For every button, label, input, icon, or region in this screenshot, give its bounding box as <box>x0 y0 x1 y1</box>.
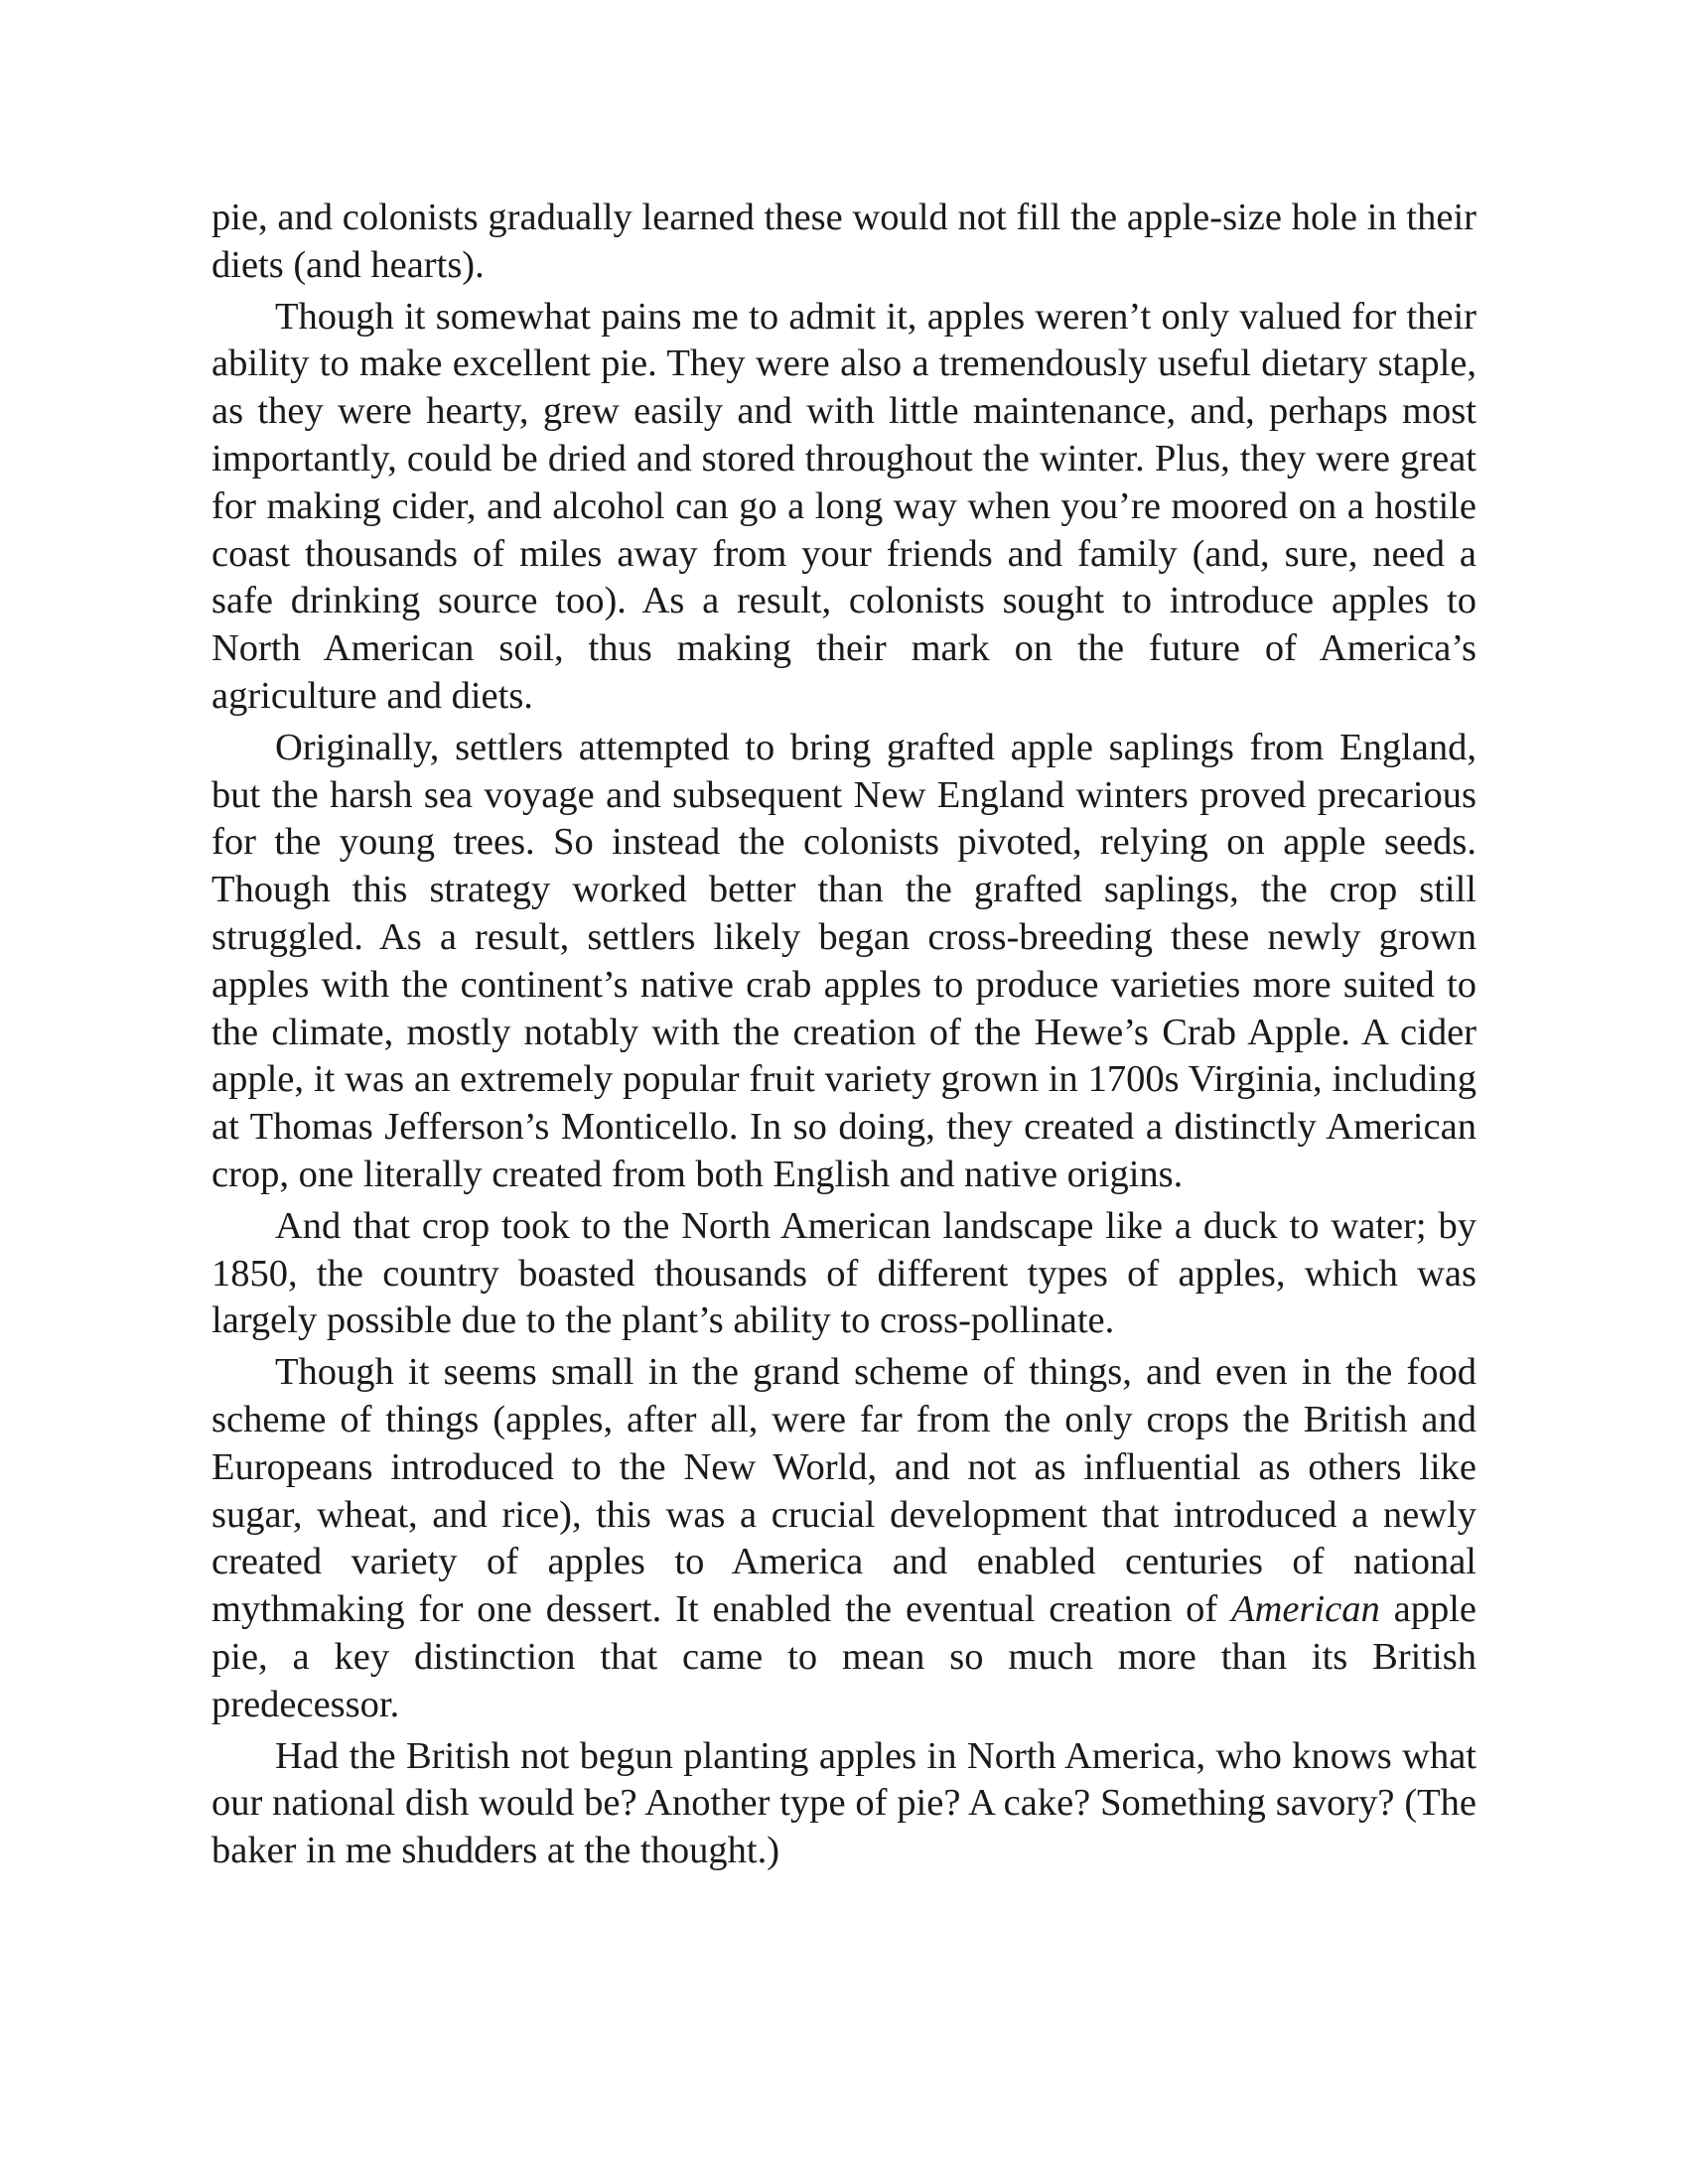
paragraph-6 <box>211 1733 1477 1875</box>
paragraph-text: pie, and colonists gradually learned these would not fill the apple-size hole in their diets (and hearts). <box>211 197 1477 286</box>
paragraph-1 <box>211 195 1477 290</box>
document-page <box>211 195 1477 1879</box>
paragraph-4 <box>211 1203 1477 1345</box>
paragraph-2 <box>211 294 1477 721</box>
paragraph-3 <box>211 725 1477 1199</box>
paragraph-5 <box>211 1349 1477 1728</box>
paragraph-text: And that crop took to the North American landscape like a duck to water; by 1850, the country boasted thousands of different types of apples, which was largely possible due to the plant’s ability to cross-pollinate. <box>211 1204 1477 1342</box>
paragraph-text: Though it seems small in the grand scheme of things, and even in the food scheme of things (apples, after all, were far from the only crops the British and Europeans introduced to the New World, and not as influential as others like sugar, wheat, and rice), this was a crucial development that introduced a newly created variety of apples to America and enabled centuries of national mythmaking for one dessert. It enabled the eventual creation of <box>211 1351 1477 1631</box>
paragraph-text: Originally, settlers attempted to bring grafted apple saplings from England, but the harsh sea voyage and subsequent New England winters proved precarious for the young trees. So instead the colonists pivoted, relying on apple seeds. Though this strategy worked better than the grafted saplings, the crop still struggled. As a result, settlers likely began cross-breeding these newly grown apples with the continent’s native crab apples to produce varieties more suited to the climate, mostly notably with the creation of the Hewe’s Crab Apple. A cider apple, it was an extremely popular fruit variety grown in 1700s Virginia, including at Thomas Jefferson’s Monticello. In so doing, they created a distinctly American crop, one literally created from both English and native origins. <box>211 726 1477 1195</box>
paragraph-text: Had the British not begun planting apples in North America, who knows what our national dish would be? Another type of pie? A cake? Something savory? (The baker in me shudders at the thought.) <box>211 1734 1477 1872</box>
paragraph-text: Though it somewhat pains me to admit it, apples weren’t only valued for their ability to make excellent pie. They were also a tremendously useful dietary staple, as they were hearty, grew easily and with little maintenance, and, perhaps most importantly, could be dried and stored throughout the winter. Plus, they were great for making cider, and alcohol can go a long way when you’re moored on a hostile coast thousands of miles away from your friends and family (and, sure, need a safe drinking source too). As a result, colonists sought to introduce apples to North American soil, thus making their mark on the future of America’s agriculture and diets. <box>211 295 1477 717</box>
paragraph-text: apple pie, a key distinction that came to mean so much more than its British predecessor. <box>211 1588 1477 1725</box>
italic-emphasis: American <box>1231 1588 1380 1631</box>
